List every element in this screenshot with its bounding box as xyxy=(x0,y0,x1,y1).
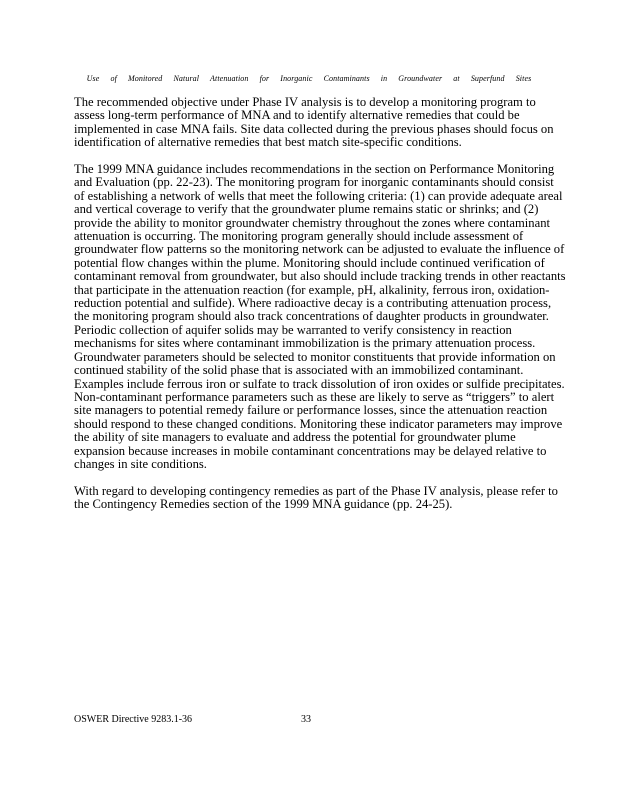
paragraph-phase-iv-objective: The recommended objective under Phase IV analysis is to develop a monitoring program to assess long-term performance of MNA and to identify alternative remedies that could be implemented in case MNA fails. Site data collected during the previous phases should focus on identification of alternative remedies that best match site-specific conditions. xyxy=(74,95,554,150)
paragraph-monitoring-program: The 1999 MNA guidance includes recommendations in the section on Performance Monitoring and Evaluation (pp. 22-23). The monitoring program for inorganic contaminants should consist of establishing a network of wells that meet the following criteria: (1) can provide adequate areal and vertical coverage to verify that the groundwater plume remains static or shrinks; and (2) provide the ability to monitor groundwater chemistry throughout the zones where contaminant attenuation is occurring. The monitoring program generally should include assessment of groundwater flow patterns so the monitoring network can be adjusted to evaluate the influence of potential flow changes within the plume. Monitoring should include continued verification of contaminant removal from groundwater, but also should include tracking trends in other reactants that participate in the attenuation reaction (for example, pH, alkalinity, ferrous iron, oxidation-reduction potential and sulfide). Where radioactive decay is a contributing attenuation process, the monitoring program should also track concentrations of daughter products in groundwater. Periodic collection of aquifer solids may be warranted to verify consistency in reaction mechanisms for sites where contaminant immobilization is the primary attenuation process. Groundwater parameters should be selected to monitor constituents that provide information on continued stability of the solid phase that is associated with an immobilized contaminant. Examples include ferrous iron or sulfate to track dissolution of iron oxides or sulfide precipitates. Non-contaminant performance parameters such as these are likely to serve as “triggers” to alert site managers to potential remedy failure or performance losses, since the attenuation reaction should respond to these changed conditions. Monitoring these indicator parameters may improve the ability of site managers to evaluate and address the potential for groundwater plume expansion because increases in mobile contaminant concentrations may be delayed relative to changes in site conditions. xyxy=(74,162,566,471)
footer-directive: OSWER Directive 9283.1-36 xyxy=(74,714,193,725)
running-header: Use of Monitored Natural Attenuation for Inorganic Contaminants in Groundwater at Superfund Sites xyxy=(86,74,532,83)
document-body xyxy=(74,96,566,525)
page-number: 33 xyxy=(301,714,311,725)
paragraph-contingency-remedies: With regard to developing contingency remedies as part of the Phase IV analysis, please refer to the Contingency Remedies section of the 1999 MNA guidance (pp. 24-25). xyxy=(74,483,558,512)
